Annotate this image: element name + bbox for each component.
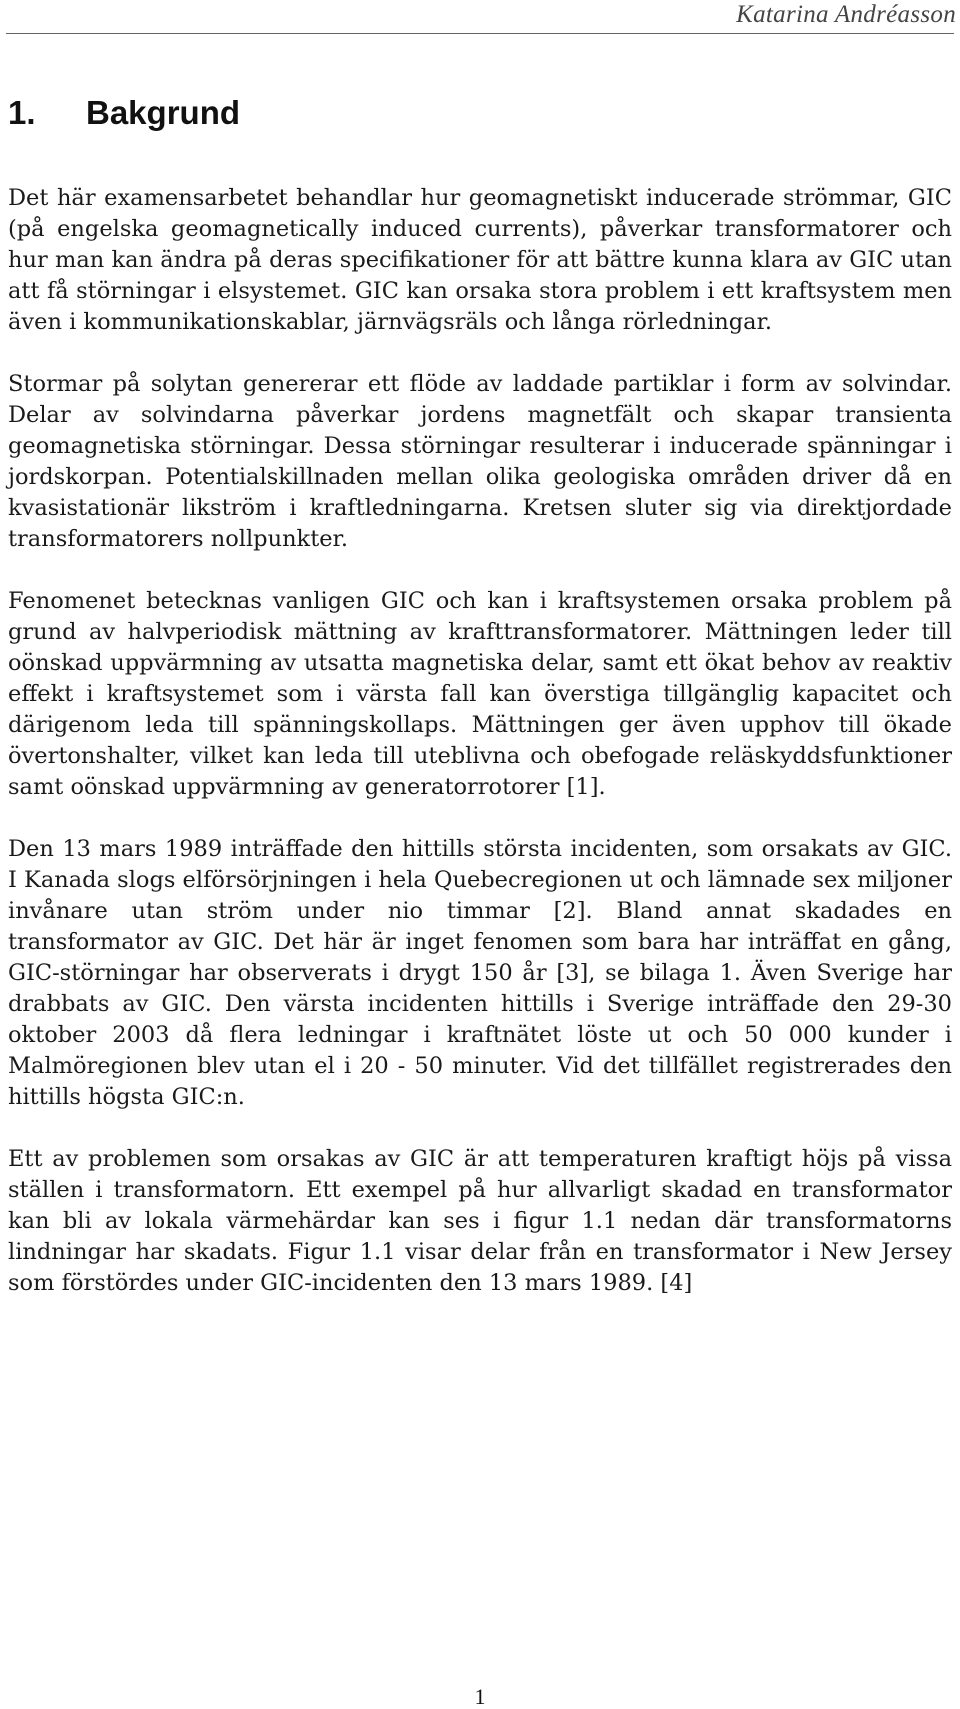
section-number: 1. <box>8 94 36 131</box>
header-divider <box>6 33 954 34</box>
paragraph: Den 13 mars 1989 inträffade den hittills största incidenten, som orsakats av GIC. I Kanada slogs elförsörjningen i hela Quebecregionen ut och lämnade sex miljoner invånare utan ström under nio timmar [2]. Bland annat skadades en transformator av GIC. Det här är inget fenomen som bara har inträffat en gång, GIC-störningar har observerats i drygt 150 år [3], se bilaga 1. Även Sverige har drabbats av GIC. Den värsta incidenten hittills i Sverige inträffade den 29-30 oktober 2003 då flera ledningar i kraftnätet löste ut och 50 000 kunder i Malmöregionen blev utan el i 20 - 50 minuter. Vid det tillfället registrerades den hittills högsta GIC:n. <box>8 836 952 1110</box>
header-author: Katarina Andréasson <box>736 1 956 28</box>
paragraph: Stormar på solytan genererar ett flöde av laddade partiklar i form av solvindar. Delar av solvindarna påverkar jordens magnetfält och skapar transienta geomagnetiska störningar. Dessa störningar resulterar i inducerade spänningar i jordskorpan. Potentialskillnaden mellan olika geologiska områden driver då en kvasistationär likström i kraftledningarna. Kretsen sluter sig via direktjordade transformatorers nollpunkter. <box>8 371 952 552</box>
paragraph: Ett av problemen som orsakas av GIC är att temperaturen kraftigt höjs på vissa ställen i transformatorn. Ett exempel på hur allvarligt skadad en transformator kan bli av lokala värmehärdar kan ses i figur 1.1 nedan där transformatorns lindningar har skadats. Figur 1.1 visar delar från en transformator i New Jersey som förstördes under GIC-incidenten den 13 mars 1989. [4] <box>8 1146 952 1296</box>
paragraph: Det här examensarbetet behandlar hur geomagnetiskt inducerade strömmar, GIC (på engelska geomagnetically induced currents), påverkar transformatorer och hur man kan ändra på deras specifikationer för att bättre kunna klara av GIC utan att få störningar i elsystemet. GIC kan orsaka stora problem i ett kraftsystem men även i kommunikationskablar, järnvägsräls och långa rörledningar. <box>8 185 952 335</box>
section-title: Bakgrund <box>86 94 241 131</box>
paragraph: Fenomenet betecknas vanligen GIC och kan i kraftsystemen orsaka problem på grund av halvperiodisk mättning av krafttransformatorer. Mättningen leder till oönskad uppvärmning av utsatta magnetiska delar, samt ett ökat behov av reaktiv effekt i kraftsystemet som i värsta fall kan överstiga tillgänglig kapacitet och därigenom leda till spänningskollaps. Mättningen ger även upphov till ökade övertonshalter, vilket kan leda till uteblivna och obefogade reläskyddsfunktioner samt oönskad uppvärmning av generatorrotorer [1]. <box>8 588 952 800</box>
section-heading <box>8 93 240 133</box>
page-number: 1 <box>474 1684 486 1709</box>
body-text <box>8 183 952 1299</box>
